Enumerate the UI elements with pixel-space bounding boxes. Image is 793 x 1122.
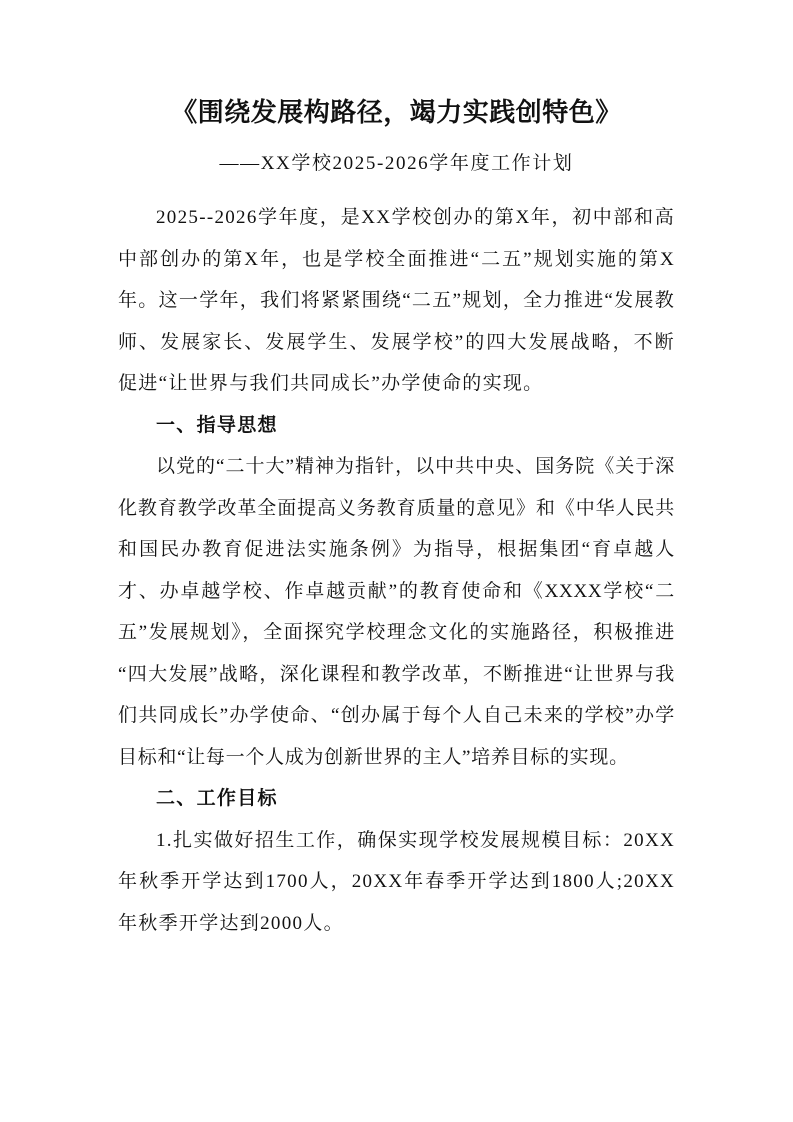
section-body-guiding-ideology: 以党的“二十大”精神为指针，以中共中央、国务院《关于深化教育教学改革全面提高义务教育质量的意见》和《中华人民共和国民办教育促进法实施条例》为指导，根据集团“育卓越人才、办卓越学校、作卓越贡献”的教育使命和《XXXX学校“二五”发展规划》，全面探究学校理念文化的实施路径，积极推进“四大发展”战略，深化课程和教学改革，不断推进“让世界与我们共同成长”办学使命、“创办属于每个人自己未来的学校”办学目标和“让每一个人成为创新世界的主人”培养目标的实现。	[118, 456, 675, 768]
section-body-work-objectives: 1.扎实做好招生工作，确保实现学校发展规模目标：20XX年秋季开学达到1700人，20XX年春季开学达到1800人;20XX年秋季开学达到2000人。	[118, 829, 675, 934]
page-title: 《围绕发展构路径，竭力实践创特色》	[171, 98, 622, 127]
section-heading-guiding-ideology: 一、指导思想	[156, 414, 278, 436]
document-body	[118, 0, 675, 944]
document-subtitle: ——XX学校2025-2026学年度工作计划	[219, 153, 574, 174]
intro-paragraph: 2025--2026学年度，是XX学校创办的第X年，初中部和高中部创办的第X年，也是学校全面推进“二五”规划实施的第X年。这一学年，我们将紧紧围绕“二五”规划，全力推进“发展教师、发展家长、发展学生、发展学校”的四大发展战略，不断促进“让世界与我们共同成长”办学使命的实现。	[118, 207, 676, 394]
section-heading-work-objectives: 二、工作目标	[156, 788, 278, 809]
